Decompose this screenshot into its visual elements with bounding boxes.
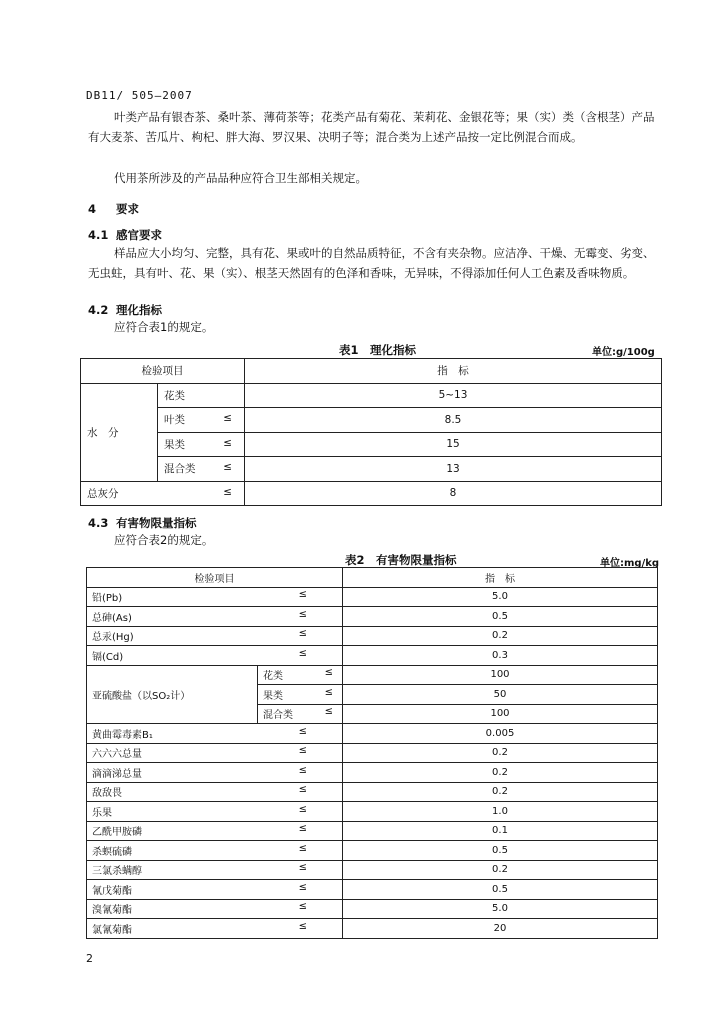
row-value: 100	[343, 704, 658, 724]
row-value: 1.0	[343, 802, 658, 822]
intro-paragraph-2: 代用茶所涉及的产品品种应符合卫生部相关规定。	[114, 171, 367, 185]
row-value: 0.2	[343, 782, 658, 802]
row-label: 氰戊菊酯 ≤	[87, 880, 343, 900]
section-4-3-text: 应符合表2的规定。	[114, 533, 214, 547]
row-value: 8.5	[245, 408, 662, 433]
section-4-3-heading: 4.3 有害物限量指标	[88, 516, 197, 530]
section-4-heading: 4 要求	[88, 202, 139, 216]
table1-unit: 单位:g/100g	[592, 347, 655, 358]
table-row	[87, 646, 658, 666]
row-label: 氯氰菊酯 ≤	[87, 919, 343, 939]
row-value: 0.5	[343, 841, 658, 861]
sensory-requirements-text: 样品应大小均匀、完整，具有花、果或叶的自然品质特征，不含有夹杂物。应洁净、干燥、无霉变、劣变、无虫蛀，具有叶、花、果（实）、根茎天然固有的色泽和香味，无异味，不得添加任何人工色素及香味物质。	[88, 246, 655, 280]
row-value: 0.5	[343, 880, 658, 900]
row-label: 总砷(As) ≤	[87, 607, 343, 627]
table-header: 检验项目	[87, 568, 343, 588]
page-number: 2	[86, 952, 93, 965]
row-label: 叶类 ≤	[158, 408, 245, 433]
table-row	[87, 626, 658, 646]
row-value: 8	[245, 481, 662, 506]
table-header: 指 标	[245, 359, 662, 384]
table-row	[87, 587, 658, 607]
row-label: 混合类 ≤	[258, 704, 343, 724]
row-label: 三氯杀螨醇 ≤	[87, 860, 343, 880]
table-row	[87, 743, 658, 763]
table-row	[87, 860, 658, 880]
row-label: 果类 ≤	[158, 432, 245, 457]
table-header: 指 标	[343, 568, 658, 588]
row-value: 0.2	[343, 763, 658, 783]
row-label: 六六六总量 ≤	[87, 743, 343, 763]
row-value: 0.1	[343, 821, 658, 841]
row-label: 总汞(Hg) ≤	[87, 626, 343, 646]
table-row	[87, 607, 658, 627]
row-label: 溴氰菊酯 ≤	[87, 899, 343, 919]
table-row	[87, 919, 658, 939]
table1	[80, 358, 662, 506]
row-value: 5.0	[343, 899, 658, 919]
row-value: 5.0	[343, 587, 658, 607]
table-row	[87, 880, 658, 900]
row-label: 铅(Pb) ≤	[87, 587, 343, 607]
row-label: 花类	[158, 383, 245, 408]
row-value: 15	[245, 432, 662, 457]
row-label: 黄曲霉毒素B₁ ≤	[87, 724, 343, 744]
row-label: 镉(Cd) ≤	[87, 646, 343, 666]
group-label: 水 分	[81, 383, 158, 481]
row-label: 乐果 ≤	[87, 802, 343, 822]
table-row	[87, 899, 658, 919]
section-4-2-heading: 4.2 理化指标	[88, 303, 162, 317]
intro-paragraph: 叶类产品有银杏茶、桑叶茶、薄荷茶等；花类产品有菊花、茉莉花、金银花等；果（实）类（含根茎）产品有大麦茶、苦瓜片、枸杞、胖大海、罗汉果、决明子等；混合类为上述产品按一定比例混合而成。	[88, 110, 655, 144]
table-row	[87, 802, 658, 822]
row-value: 5~13	[245, 383, 662, 408]
row-value: 0.3	[343, 646, 658, 666]
section-4-2-text: 应符合表1的规定。	[114, 320, 214, 334]
table2	[86, 567, 658, 939]
row-value: 0.5	[343, 607, 658, 627]
table-row	[87, 841, 658, 861]
table2-caption: 表2 有害物限量指标	[345, 553, 457, 567]
table-row	[87, 782, 658, 802]
table-row	[87, 821, 658, 841]
row-value: 0.2	[343, 743, 658, 763]
row-label: 杀螟硫磷 ≤	[87, 841, 343, 861]
table-row	[87, 665, 658, 685]
standard-code: DB11/ 505—2007	[86, 89, 193, 102]
row-value: 0.2	[343, 860, 658, 880]
row-value: 0.2	[343, 626, 658, 646]
row-value: 13	[245, 457, 662, 482]
row-label: 果类 ≤	[258, 685, 343, 705]
row-value: 100	[343, 665, 658, 685]
row-label: 混合类 ≤	[158, 457, 245, 482]
section-4-1-heading: 4.1 感官要求	[88, 228, 162, 242]
table-row	[87, 724, 658, 744]
row-label: 花类 ≤	[258, 665, 343, 685]
row-label: 乙酰甲胺磷 ≤	[87, 821, 343, 841]
table-header: 检验项目	[81, 359, 245, 384]
row-label: 滴滴涕总量 ≤	[87, 763, 343, 783]
table-row	[87, 763, 658, 783]
row-value: 20	[343, 919, 658, 939]
table1-caption: 表1 理化指标	[339, 343, 417, 357]
row-label: 总灰分 ≤	[81, 481, 245, 506]
row-value: 50	[343, 685, 658, 705]
row-label: 敌敌畏 ≤	[87, 782, 343, 802]
group-label: 亚硫酸盐（以SO₂计）	[87, 665, 258, 724]
table2-unit: 单位:mg/kg	[600, 558, 660, 569]
row-value: 0.005	[343, 724, 658, 744]
